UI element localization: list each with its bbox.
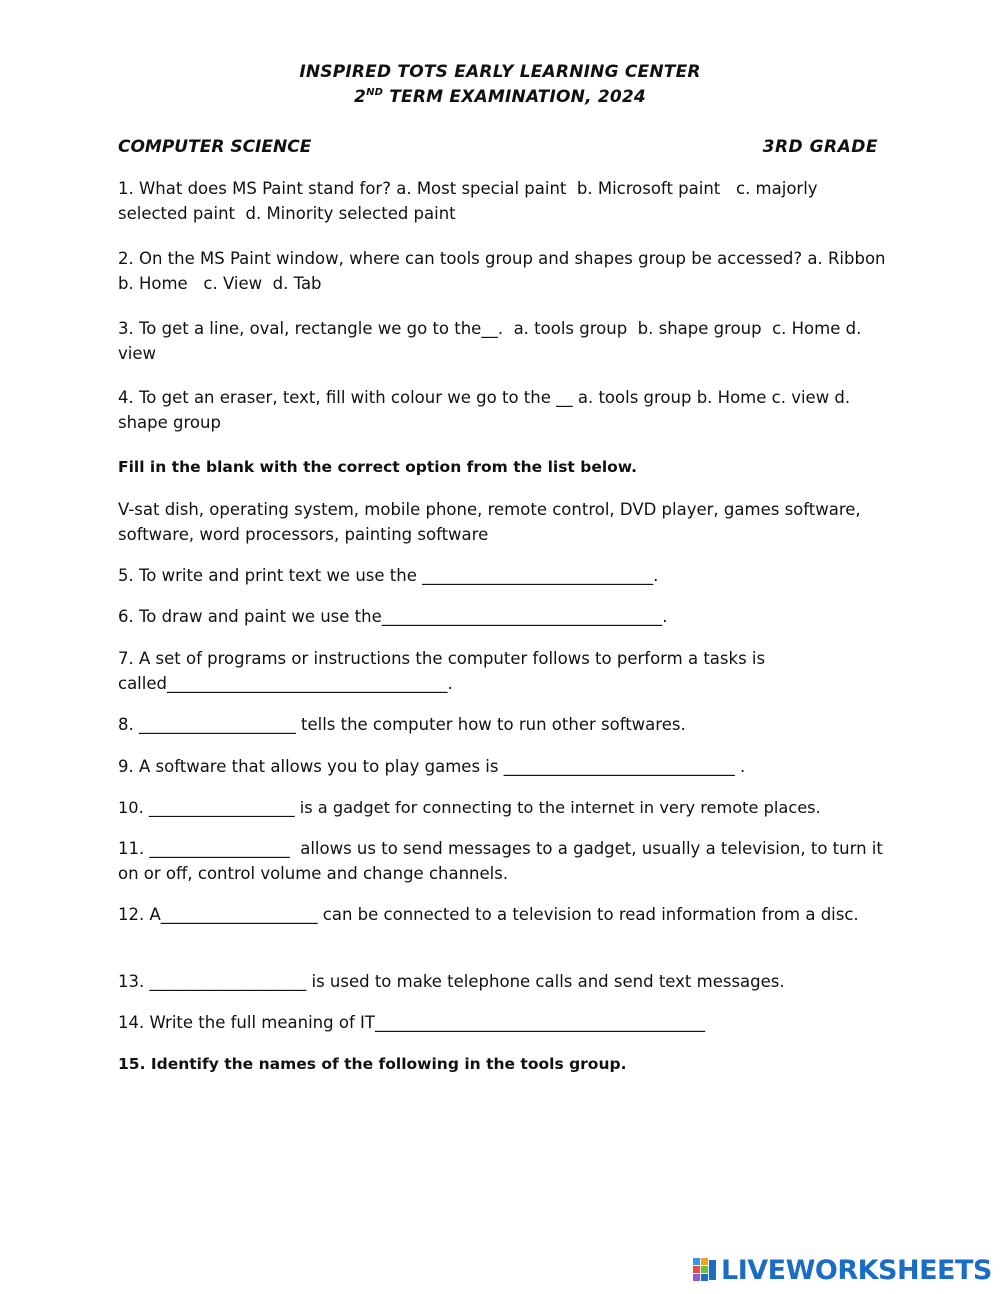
liveworksheets-logo-text: LIVEWORKSHEETS bbox=[721, 1254, 992, 1286]
subject-row bbox=[118, 137, 880, 157]
question-13[interactable]: 13. ___________________ is used to make telephone calls and send text messages. bbox=[118, 972, 785, 991]
question-12[interactable]: 12. A___________________ can be connected to a television to read information from a disc. bbox=[118, 905, 859, 924]
term-number: 2 bbox=[354, 87, 367, 107]
question-4: 4. To get an eraser, text, fill with colour we go to the __ a. tools group b. Home c. view d. shape group bbox=[118, 388, 856, 432]
exam-title bbox=[0, 87, 1000, 107]
question-6[interactable]: 6. To draw and paint we use the__________________________________. bbox=[118, 607, 668, 626]
question-5[interactable]: 5. To write and print text we use the ____________________________. bbox=[118, 566, 659, 585]
question-14[interactable]: 14. Write the full meaning of IT________________________________________ bbox=[118, 1013, 705, 1032]
question-10[interactable]: 10. __________________ is a gadget for connecting to the internet in very remote places. bbox=[118, 798, 821, 817]
question-11[interactable]: 11. _________________ allows us to send messages to a gadget, usually a television, to turn it on or off, control volume and change channels. bbox=[118, 839, 889, 883]
grade-label: 3RD GRADE bbox=[762, 137, 878, 157]
school-title: INSPIRED TOTS EARLY LEARNING CENTER bbox=[299, 62, 701, 82]
question-15-instruction: 15. Identify the names of the following in the tools group. bbox=[118, 1055, 627, 1073]
subject-label: COMPUTER SCIENCE bbox=[118, 137, 312, 157]
section-instruction: Fill in the blank with the correct option from the list below. bbox=[118, 458, 638, 476]
question-7[interactable]: 7. A set of programs or instructions the computer follows to perform a tasks is called__________________________________. bbox=[118, 649, 771, 693]
question-2: 2. On the MS Paint window, where can tools group and shapes group be accessed? a. Ribbon b. Home c. View d. Tab bbox=[118, 249, 891, 293]
question-8[interactable]: 8. ___________________ tells the computer how to run other softwares. bbox=[118, 715, 686, 734]
question-9[interactable]: 9. A software that allows you to play games is ____________________________ . bbox=[118, 757, 746, 776]
term-suffix: ND bbox=[366, 87, 384, 98]
liveworksheets-logo bbox=[693, 1253, 993, 1287]
question-1: 1. What does MS Paint stand for? a. Most special paint b. Microsoft paint c. majorly selected paint d. Minority selected paint bbox=[118, 179, 823, 223]
liveworksheets-logo-icon bbox=[693, 1258, 717, 1282]
word-list: V-sat dish, operating system, mobile phone, remote control, DVD player, games software, software, word processors, painting software bbox=[118, 500, 866, 544]
exam-title-rest: TERM EXAMINATION, 2024 bbox=[383, 87, 646, 107]
question-3: 3. To get a line, oval, rectangle we go to the__. a. tools group b. shape group c. Home d. view bbox=[118, 319, 867, 363]
